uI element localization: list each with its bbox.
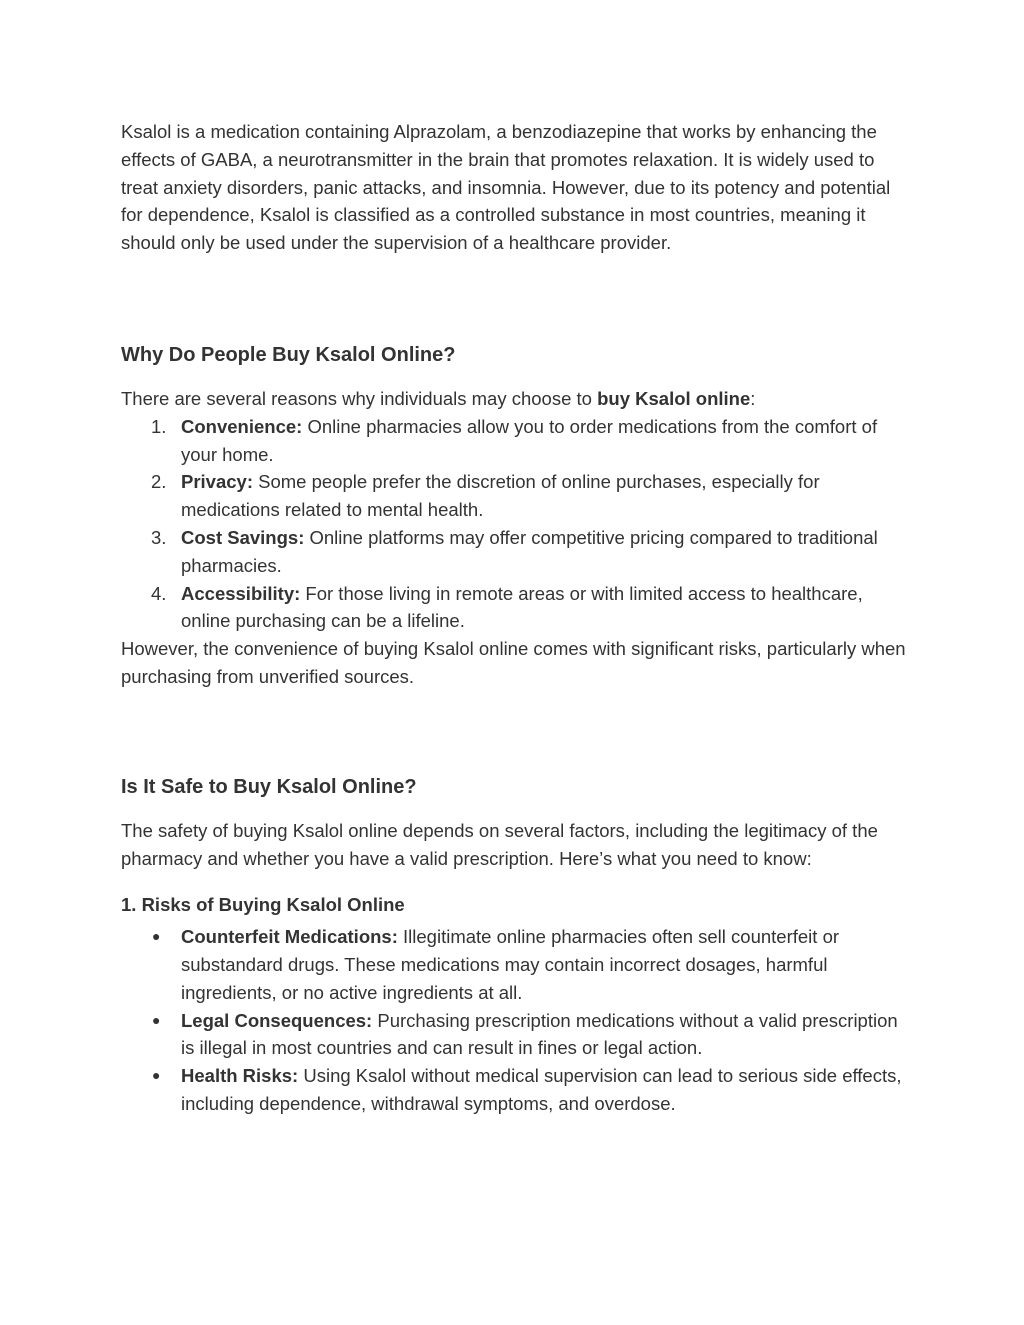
- risks-list: [121, 923, 911, 1118]
- section-heading-is-it-safe: Is It Safe to Buy Ksalol Online?: [121, 775, 417, 798]
- bullet-icon: ●: [152, 1067, 161, 1084]
- section1-lead-bold: buy Ksalol online: [597, 387, 751, 409]
- section1-lead-end: :: [750, 387, 756, 409]
- section1-lead-paragraph: [121, 385, 911, 413]
- list-item: [121, 468, 911, 524]
- list-number: 2.: [151, 471, 167, 493]
- list-item: [121, 1062, 911, 1118]
- section1-closing-paragraph: However, the convenience of buying Ksalol online comes with significant risks, particularly when purchasing from unverified sources.: [121, 638, 906, 687]
- list-item-text: Online pharmacies allow you to order medications from the comfort of your home.: [181, 415, 878, 465]
- list-item: [121, 923, 911, 1006]
- list-item-text: Purchasing prescription medications without a valid prescription is illegal in most countries and can result in fines or legal action.: [181, 1009, 898, 1059]
- list-item-label: Legal Consequences:: [181, 1009, 373, 1031]
- list-item-label: Counterfeit Medications:: [181, 926, 398, 948]
- section1-lead-text: There are several reasons why individuals may choose to: [121, 387, 598, 409]
- list-number: 4.: [151, 582, 167, 604]
- list-item-label: Accessibility:: [181, 582, 301, 604]
- subheading-risks: 1. Risks of Buying Ksalol Online: [121, 894, 405, 916]
- list-item-text: Illegitimate online pharmacies often sell counterfeit or substandard drugs. These medications may contain incorrect dosages, harmful ingredients, or no active ingredients at all.: [181, 926, 840, 1003]
- list-item-label: Privacy:: [181, 471, 253, 493]
- list-item: [121, 524, 911, 580]
- list-item-label: Health Risks:: [181, 1065, 299, 1087]
- section2-intro-paragraph: The safety of buying Ksalol online depends on several factors, including the legitimacy of the pharmacy and whether you have a valid prescription. Here’s what you need to know:: [121, 819, 878, 869]
- list-item-label: Cost Savings:: [181, 526, 305, 548]
- bullet-icon: ●: [152, 1011, 161, 1028]
- list-item-label: Convenience:: [181, 415, 303, 437]
- list-item: [121, 1007, 911, 1063]
- list-number: 3.: [151, 526, 167, 548]
- list-item: [121, 580, 911, 636]
- list-item: [121, 413, 911, 469]
- document-page: [121, 118, 911, 1118]
- list-number: 1.: [151, 415, 167, 437]
- bullet-icon: ●: [152, 928, 161, 945]
- section-heading-why-buy: Why Do People Buy Ksalol Online?: [121, 343, 456, 366]
- reasons-list: [121, 413, 911, 635]
- list-item-text: Using Ksalol without medical supervision can lead to serious side effects, including dependence, withdrawal symptoms, and overdose.: [181, 1065, 902, 1114]
- list-item-text: Some people prefer the discretion of online purchases, especially for medications related to mental health.: [181, 471, 820, 521]
- intro-paragraph: Ksalol is a medication containing Alprazolam, a benzodiazepine that works by enhancing the effects of GABA, a neurotransmitter in the brain that promotes relaxation. It is widely used to treat anxiety disorders, panic attacks, and insomnia. However, due to its potency and potential for dependence, Ksalol is classified as a controlled substance in most countries, meaning it should only be used under the supervision of a healthcare provider.: [121, 121, 891, 254]
- list-item-text: Online platforms may offer competitive pricing compared to traditional pharmacies.: [181, 526, 878, 576]
- list-item-text: For those living in remote areas or with limited access to healthcare, online purchasing can be a lifeline.: [181, 582, 863, 632]
